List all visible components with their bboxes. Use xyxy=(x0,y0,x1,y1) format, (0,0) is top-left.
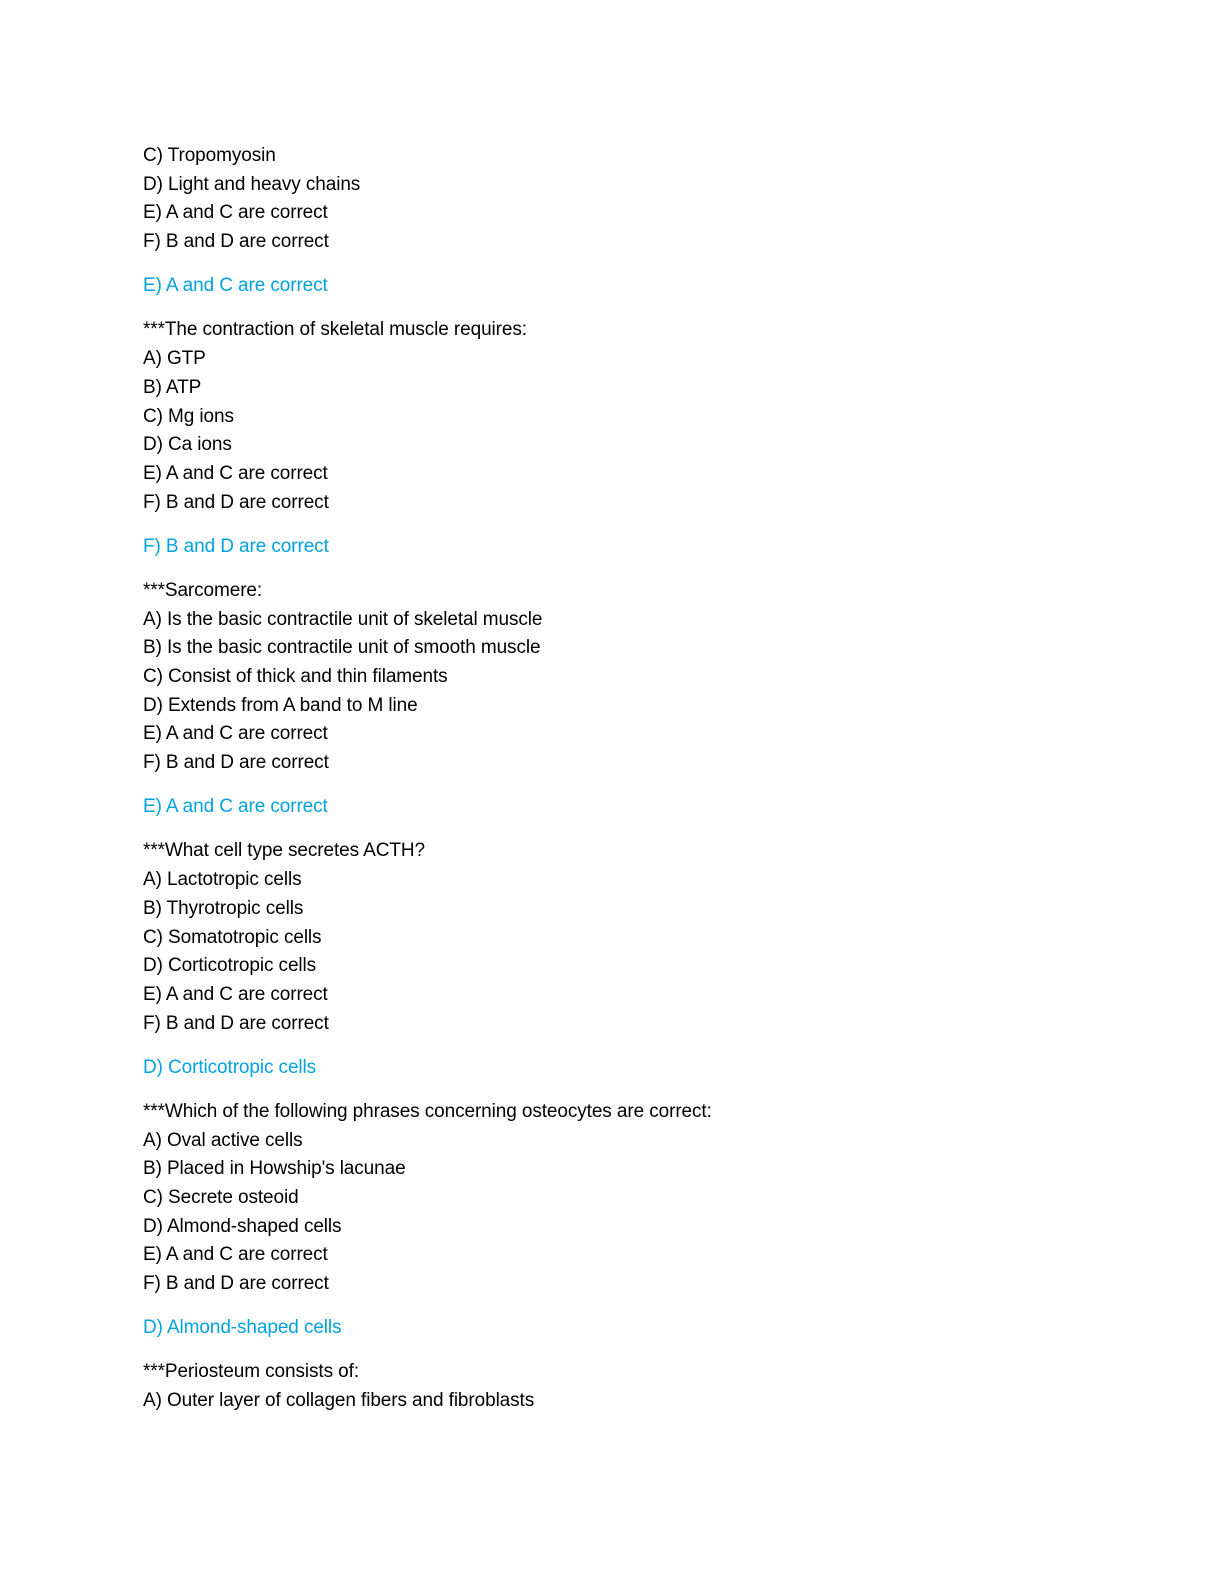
option-a: A) GTP xyxy=(143,348,206,370)
question-block xyxy=(143,316,1123,561)
option-b: B) ATP xyxy=(143,376,202,398)
option-c: C) Somatotropic cells xyxy=(143,926,322,948)
question-text: ***What cell type secretes ACTH? xyxy=(143,840,425,862)
option-e: E) A and C are correct xyxy=(143,983,328,1005)
option-f: F) B and D are correct xyxy=(143,752,329,774)
option-e: E) A and C are correct xyxy=(143,202,328,224)
option-f: F) B and D are correct xyxy=(143,1012,329,1034)
option-b: B) Placed in Howship's lacunae xyxy=(143,1158,406,1180)
option-d: D) Corticotropic cells xyxy=(143,955,317,977)
option-d: D) Extends from A band to M line xyxy=(143,694,418,716)
option-e: E) A and C are correct xyxy=(143,1244,328,1266)
question-text: ***Periosteum consists of: xyxy=(143,1361,359,1383)
correct-answer: E) A and C are correct xyxy=(143,796,328,818)
correct-answer: D) Almond-shaped cells xyxy=(143,1317,342,1339)
correct-answer: E) A and C are correct xyxy=(143,275,328,297)
option-f: F) B and D are correct xyxy=(143,231,329,253)
correct-answer: F) B and D are correct xyxy=(143,535,329,557)
option-f: F) B and D are correct xyxy=(143,1273,329,1295)
option-e: E) A and C are correct xyxy=(143,462,328,484)
question-block xyxy=(143,1358,1123,1415)
option-c: C) Tropomyosin xyxy=(143,145,276,166)
option-b: B) Thyrotropic cells xyxy=(143,897,304,919)
option-d: D) Almond-shaped cells xyxy=(143,1215,342,1237)
option-d: D) Light and heavy chains xyxy=(143,173,361,195)
question-block xyxy=(143,142,1123,301)
page-content xyxy=(143,142,1123,1416)
question-text: ***The contraction of skeletal muscle requires: xyxy=(143,319,527,341)
correct-answer: D) Corticotropic cells xyxy=(143,1056,317,1078)
option-f: F) B and D are correct xyxy=(143,491,329,513)
option-a: A) Outer layer of collagen fibers and fibroblasts xyxy=(143,1390,535,1412)
question-block xyxy=(143,577,1123,822)
question-text: ***Sarcomere: xyxy=(143,579,263,601)
question-text: ***Which of the following phrases concerning osteocytes are correct: xyxy=(143,1100,712,1122)
option-e: E) A and C are correct xyxy=(143,723,328,745)
option-c: C) Secrete osteoid xyxy=(143,1187,299,1208)
question-block xyxy=(143,837,1123,1082)
option-d: D) Ca ions xyxy=(143,434,232,456)
option-b: B) Is the basic contractile unit of smooth muscle xyxy=(143,637,541,659)
option-c: C) Consist of thick and thin filaments xyxy=(143,666,448,687)
option-a: A) Lactotropic cells xyxy=(143,869,302,891)
question-block xyxy=(143,1098,1123,1343)
option-a: A) Oval active cells xyxy=(143,1129,303,1151)
option-a: A) Is the basic contractile unit of skeletal muscle xyxy=(143,608,543,630)
option-c: C) Mg ions xyxy=(143,405,234,427)
